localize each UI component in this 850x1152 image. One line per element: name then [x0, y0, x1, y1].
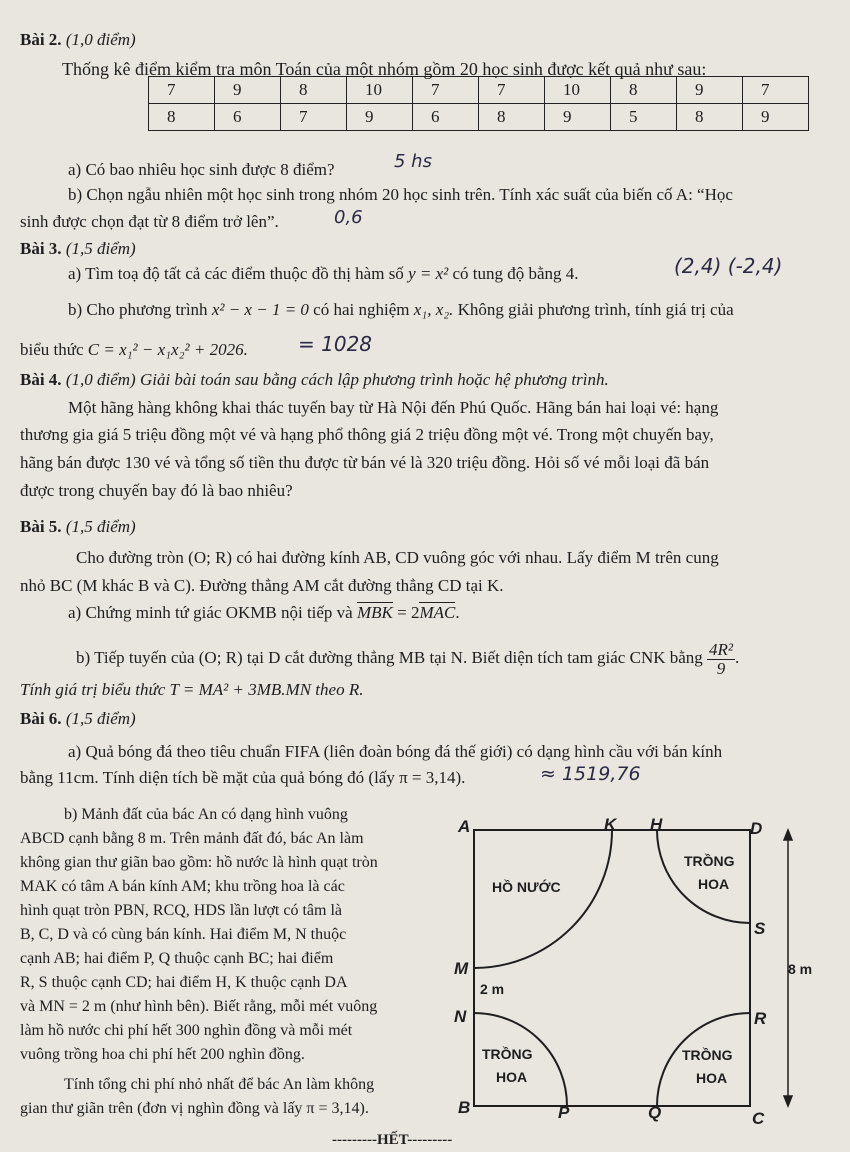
label-ho-nuoc: HỒ NƯỚC	[492, 879, 561, 895]
table-cell: 10	[347, 77, 413, 104]
label-q: Q	[648, 1103, 662, 1122]
label-side-length: 8 m	[788, 961, 813, 977]
bai6-qb-line: B, C, D và có cùng bán kính. Hai điểm M, N thuộc	[20, 926, 347, 943]
bai6-qb-line: vuông trồng hoa chi phí hết 200 nghìn đồng.	[20, 1046, 305, 1063]
bai3-title: Bài 3.	[20, 239, 62, 258]
bai3-header	[20, 237, 136, 261]
table-cell: 8	[281, 77, 347, 104]
bai3-qb-mid: có hai nghiệm	[313, 300, 410, 319]
bai4-points: (1,0 điểm)	[65, 370, 136, 389]
bai6-qb-line: b) Mảnh đất của bác An có dạng hình vuông	[64, 806, 348, 823]
bai3-question-b-line2	[20, 338, 248, 362]
table-cell: 8	[479, 104, 545, 131]
bai6-qb-line: gian thư giãn trên (đơn vị nghìn đồng và lấy π = 3,14).	[20, 1100, 369, 1117]
bai5-question-b	[76, 638, 739, 678]
bai6-qb-line: cạnh AB; hai điểm P, Q thuộc cạnh BC; hai điểm	[20, 950, 334, 967]
bai5-question-b-line2: Tính giá trị biểu thức T = MA² + 3MB.MN theo R.	[20, 680, 364, 699]
bai3-qb-tail: Không giải phương trình, tính giá trị của	[457, 300, 734, 319]
bai6-qb-line: MAK có tâm A bán kính AM; khu trồng hoa là các	[20, 878, 345, 895]
bai5-arc-mac: MAC	[419, 603, 456, 622]
bai2-question-b-line2: sinh được chọn đạt từ 8 điểm trở lên”.	[20, 212, 279, 231]
bai5-frac-den: 9	[716, 658, 726, 678]
bai3-question-b	[68, 298, 734, 322]
bai4-line: hãng bán được 130 vé và tổng số tiền thu được từ bán vé là 320 triệu đồng. Hỏi số vé mỗi loại đã bán	[20, 453, 710, 472]
table-cell: 7	[149, 77, 215, 104]
label-trong-c: TRỒNG	[682, 1047, 733, 1063]
arrow-head-bottom	[784, 1096, 792, 1106]
arc-ho-nuoc	[474, 830, 612, 968]
table-cell: 7	[413, 77, 479, 104]
bai5-points: (1,5 điểm)	[65, 517, 136, 536]
label-r: R	[754, 1009, 767, 1028]
label-k: K	[604, 815, 617, 834]
bai5-line1: Cho đường tròn (O; R) có hai đường kính AB, CD vuông góc với nhau. Lấy điểm M trên cung	[76, 548, 719, 567]
table-cell: 9	[545, 104, 611, 131]
bai3-question-a	[68, 262, 579, 286]
bai4-line: Một hãng hàng không khai thác tuyến bay từ Hà Nội đến Phú Quốc. Hãng bán hai loại vé: hạng	[68, 398, 719, 417]
label-hoa-d: HOA	[698, 876, 730, 892]
table-cell: 9	[215, 77, 281, 104]
bai5-qb-text: b) Tiếp tuyến của (O; R) tại D cắt đường thẳng MB tại N. Biết diện tích tam giác CNK bằng	[76, 648, 703, 667]
bai2-intro: Thống kê điểm kiểm tra môn Toán của một nhóm gồm 20 học sinh được kết quả như sau:	[62, 59, 707, 79]
bai2-title: Bài 2.	[20, 30, 62, 49]
table-cell: 9	[743, 104, 809, 131]
bai4-line: thương gia giá 5 triệu đồng một vé và hạng phổ thông giá 2 triệu đồng một vé. Trong một chuyến bay,	[20, 425, 714, 444]
bai3-qb-eq: x² − x − 1 = 0	[211, 300, 309, 319]
bai4-heading: Giải bài toán sau bằng cách lập phương trình hoặc hệ phương trình.	[139, 370, 609, 389]
label-s: S	[754, 919, 766, 938]
arrow-head-top	[784, 830, 792, 840]
label-h: H	[650, 815, 663, 834]
bai2-points: (1,0 điểm)	[65, 30, 136, 49]
bai6-qb-line: Tính tổng chi phí nhỏ nhất để bác An làm không	[64, 1076, 375, 1093]
table-cell: 7	[479, 77, 545, 104]
label-d: D	[750, 819, 763, 838]
label-mn-length: 2 m	[480, 981, 505, 997]
table-cell: 8	[611, 77, 677, 104]
bai6-qb-line: không gian thư giãn bao gồm: hồ nước là hình quạt tròn	[20, 854, 378, 871]
bai4-title: Bài 4.	[20, 370, 62, 389]
bai2-answer-a: 5 hs	[394, 151, 432, 172]
bai5-frac-num: 4R²	[709, 639, 734, 659]
table-cell: 9	[347, 104, 413, 131]
table-cell: 10	[545, 77, 611, 104]
footer-het: ---------HẾT---------	[332, 1132, 453, 1148]
table-cell: 9	[677, 77, 743, 104]
bai6-qb-line: làm hồ nước chi phí hết 300 nghìn đồng và mỗi mét	[20, 1022, 353, 1039]
bai5-qa-end: .	[455, 603, 460, 622]
bai5-header	[20, 515, 136, 539]
table-cell: 8	[149, 104, 215, 131]
bai5-question-a	[68, 601, 460, 625]
label-b: B	[458, 1098, 471, 1117]
bai6-header	[20, 707, 136, 731]
bai3-answer-b: = 1028	[298, 332, 373, 356]
bai3-qb-text: b) Cho phương trình	[68, 300, 208, 319]
bai5-qb-end: .	[735, 648, 740, 667]
bai6-qb-line: ABCD cạnh bằng 8 m. Trên mảnh đất đó, bác An làm	[20, 830, 364, 847]
table-cell: 5	[611, 104, 677, 131]
bai3-qb-roots: x₁, x₂.	[413, 300, 454, 319]
bai6-answer-a: ≈ 1519,76	[540, 763, 641, 785]
label-trong-b: TRỒNG	[482, 1046, 533, 1062]
label-n: N	[454, 1007, 467, 1026]
table-cell: 6	[413, 104, 479, 131]
bai5-arc-mbk: MBK	[356, 603, 393, 622]
bai6-question-a-line2: bằng 11cm. Tính diện tích bề mặt của quả bóng đó (lấy π = 3,14).	[20, 768, 466, 787]
bai5-line2: nhỏ BC (M khác B và C). Đường thẳng AM cắt đường thẳng CD tại K.	[20, 576, 504, 595]
table-row	[149, 77, 809, 104]
bai3-answer-a: (2,4) (-2,4)	[674, 254, 783, 278]
table-cell: 7	[281, 104, 347, 131]
bai5-fraction	[707, 641, 735, 678]
label-p: P	[558, 1103, 570, 1122]
bai6-qb-line: và MN = 2 m (như hình bên). Biết rằng, mỗi mét vuông	[20, 998, 378, 1015]
bai3-qa-text: a) Tìm toạ độ tất cả các điểm thuộc đồ thị hàm số	[68, 264, 404, 283]
table-cell: 7	[743, 77, 809, 104]
label-hoa-b: HOA	[496, 1069, 528, 1085]
bai6-question-a-line1: a) Quả bóng đá theo tiêu chuẩn FIFA (liên đoàn bóng đá thế giới) có dạng hình cầu với bán kính	[68, 742, 723, 761]
label-c: C	[752, 1109, 765, 1128]
label-trong-d: TRỒNG	[684, 853, 735, 869]
bai5-title: Bài 5.	[20, 517, 62, 536]
bai4-line: được trong chuyến bay đó là bao nhiêu?	[20, 481, 293, 500]
bai2-answer-b: 0,6	[334, 207, 363, 228]
bai5-qa-text: a) Chứng minh tứ giác OKMB nội tiếp và	[68, 603, 353, 622]
label-a: A	[458, 817, 471, 836]
bai2-header	[20, 28, 136, 52]
label-hoa-c: HOA	[696, 1070, 728, 1086]
bai6-points: (1,5 điểm)	[65, 709, 136, 728]
score-table	[148, 76, 809, 131]
bai3-qa-func: y = x²	[408, 264, 449, 283]
table-row	[149, 104, 809, 131]
garden-figure	[440, 808, 830, 1130]
bai5-qa-eq: = 2	[392, 603, 420, 622]
bai3-qb-expr: C = x₁² − x₁x₂² + 2026.	[87, 340, 248, 359]
bai3-qa-tail: có tung độ bằng 4.	[452, 264, 579, 283]
bai6-title: Bài 6.	[20, 709, 62, 728]
bai4-header	[20, 368, 609, 392]
bai3-qb-line2: biểu thức	[20, 340, 84, 359]
bai3-points: (1,5 điểm)	[65, 239, 136, 258]
label-m: M	[454, 959, 469, 978]
bai2-question-b-line1: b) Chọn ngẫu nhiên một học sinh trong nhóm 20 học sinh trên. Tính xác suất của biến cố A: “Học	[68, 185, 733, 204]
square-abcd	[474, 830, 750, 1106]
table-cell: 8	[677, 104, 743, 131]
bai2-question-a: a) Có bao nhiêu học sinh được 8 điểm?	[68, 160, 335, 179]
bai6-qb-line: R, S thuộc cạnh CD; hai điểm H, K thuộc cạnh DA	[20, 974, 348, 991]
bai6-qb-line: hình quạt tròn PBN, RCQ, HDS lần lượt có tâm là	[20, 902, 343, 919]
table-cell: 6	[215, 104, 281, 131]
